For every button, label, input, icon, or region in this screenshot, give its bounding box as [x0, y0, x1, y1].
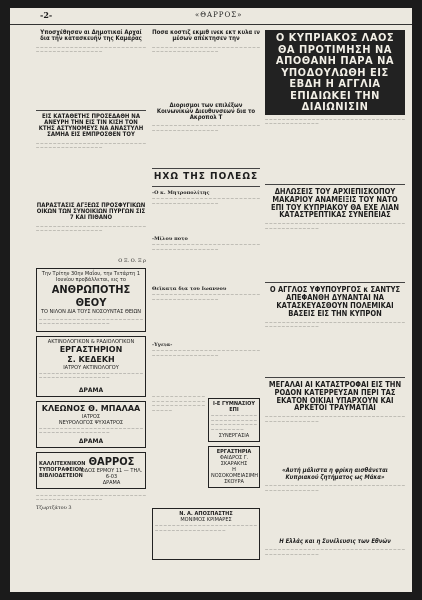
- ad-doctor-text: — — — — — — — — — — — — — — — — — — — — — — — — — — — — — — — — — — — — — — — — — —: [39, 425, 143, 435]
- article-text: — — — — — — — — — — — — — — — — — — — — — — — — — — — — — — — — — — — — — — — — —: [152, 241, 260, 251]
- ad-cinema-text: — — — — — — — — — — — — — — — — — — — — — — — — — — — — — — — — — — — — — — — — — —: [39, 316, 143, 326]
- ad-lab-text: — — — — — — — — — — — — — — — — — — — — — — — — — — — — — — — — — — — — — — — — — —: [39, 370, 143, 380]
- ad-bottom-title: Ν. Α. ΑΠΟΣΠΑΣΤΗΣ: [179, 510, 233, 517]
- headline-quote: «Αυτή μάλιστα η φρίκη αισθάνεται Κυπριακού ζητήματος ως Μάκα»: [282, 467, 388, 481]
- headline-sandys: Ο ΑΓΓΛΟΣ ΥΦΥΠΟΥΡΓΟΣ κ ΣΑΝΤΥΣ ΑΠΕΦΑΝΘΗ ΔΥΝΑΝΤΑΙ ΝΑ ΚΑΤΑΣΚΕΥΑΣΘΟΥΝ ΠΟΛΕΜΙΚΑΙ ΒΑΣΕΙΣ ΕΙΣ ΤΗΝ ΚΥΠΡΟΝ: [269, 285, 401, 318]
- small-ad: Ο Ξ. Ο. Ξ ρ: [118, 257, 146, 264]
- ad-cinema-line: Την Τρίτην 30ην Μαΐου, την Τετάρτη 1 Ιουνίου προβάλλεται, εις το: [41, 270, 141, 283]
- article-text: — — — — — — — — — — — — — — — — — — — — — — — — — — — — — — — — — — — — — — — — —: [152, 123, 260, 133]
- article-text: — — — — — — — — — — — — — — — — — — — — — — — — — — — — — — — — — — — — — — — — —: [152, 44, 260, 54]
- footer-note: Τζωρτζάτου 3: [36, 504, 72, 511]
- subhead: -Μίλου ποτο: [152, 235, 188, 242]
- ad-workshop-name: ΦΑΙΔΡΟΣ Γ. ΣΚΑΡΑΚΗΣ: [219, 454, 249, 467]
- ad-bottom-sub: ΜΟΝΙΜΟΣ ΚΡΙΜΑΡΕΣ: [180, 516, 232, 523]
- headline-rhodes: ΜΕΓΑΛΑΙ ΑΙ ΚΑΤΑΣΤΡΟΦΑΙ ΕΙΣ ΤΗΝ ΡΟΔΟΝ ΚΑΤΕΡΡΕΥΣΑΝ ΠΕΡΙ ΤΑΣ ΕΚΑΤΟΝ ΟΙΚΙΑΙ ΥΠΑΡΧΟΥΝ ΚΑΙ ΑΡΚΕΤΟΙ ΤΡΑΥΜΑΤΙΑΙ: [268, 379, 402, 413]
- article-text: — — — — — — — — — — — — — — — — — — — — — — — — — — — — — — — — — — — — — — — — —: [152, 195, 260, 205]
- ad-lab-line: ΑΚΤΙΝΟΛΟΓΙΚΟΝ & ΡΑΔΙΟΛΟΓΙΚΟΝ: [47, 338, 135, 345]
- ad-school-text: — — — — — — — — — — — — — — — — — — — — — — — — — — — — — — — — — — — — — — — — —: [211, 412, 257, 431]
- headline-greece: Η Ελλάς και η Συνέλευσις των Εθνών: [279, 537, 391, 545]
- subhead: -Ο κ. Μητροπολίτης: [152, 189, 210, 196]
- ad-bottom: [152, 508, 260, 560]
- ad-bottom-text: — — — — — — — — — — — — — — — — — — — — — — — — — — — — — — — — — — — — — — — — —: [155, 522, 257, 532]
- ad-lab-name: Σ. ΚΕΔΕΚΗ: [67, 354, 115, 364]
- masthead: «ΘΑΡΡΟΣ»: [195, 11, 243, 19]
- ad-school: [208, 398, 260, 442]
- ad-lab-city: ΔΡΑΜΑ: [78, 386, 104, 394]
- ad-cinema-subtitle: ΤΟ ΝΙΛΟΝ ΔΙΑ ΤΟΥΣ ΝΟΣΟΥΝΤΑΣ ΘΕΙΩΝ: [40, 308, 142, 315]
- ad-cinema: [36, 268, 146, 332]
- column-right: [265, 28, 405, 588]
- article-text: — — — — — — — — — — — — — — — — — — — — — — — — — — — — — — — — — — — — — — — — — — — — — —: [265, 482, 405, 492]
- ad-school-title: Ι-Ε ΓΥΜΝΑΣΙΟΥ ΕΠΙ: [212, 400, 256, 413]
- headline-top: Ποσα κοστιζ εκμιθ ινεκ εκτ κυλα ιν μέσων απέκτησεν την: [152, 29, 260, 43]
- subhead: -Υγεια-: [152, 341, 173, 348]
- ad-print-address: ΟΔΟΣ ΕΡΜΟΥ 11 — ΤΗΛ. 6-03: [80, 467, 143, 480]
- ad-laboratory: [36, 336, 146, 397]
- column-middle: [152, 28, 260, 588]
- headline-refugee-housing: ΠΑΡΑΣΤΑΣΙΣ ΑΓΞΕΩΣ ΠΡΟΣΦΥΓΙΚΩΝ ΟΙΚΩΝ ΤΩΝ ΣΥΝΟΙΚΙΩΝ ΠΥΡΓΩΝ ΣΙΣ 7 ΚΑΙ ΠΙΘΑΝΟ: [36, 201, 146, 222]
- main-headline: Ο ΚΥΠΡΙΑΚΟΣ ΛΑΟΣ ΘΑ ΠΡΟΤΙΜΗΣΗ ΝΑ ΑΠΟΘΑΝΗ ΠΑΡΑ ΝΑ ΥΠΟΔΟΥΛΩΘΗ ΕΙΣ ΕΒΔΗ Η ΑΓΓΛΙΑ ΕΠΙΔΙΩΚΕΙ ΤΗΝ ΔΙΑΙΩΝΙΣΙΝ: [265, 30, 405, 115]
- ad-workshop: [208, 446, 260, 488]
- headline-witness: ΕΙΣ ΚΑΤΑΘΕΤΗΣ ΠΡΟΣΕΔΑΘΗ ΝΑ ΑΝΕΥΡΗ ΤΗΝ ΕΙΣ ΤΙΝ ΚΙΣΗ ΤΟΝ ΚΤΗΣ ΑΣΤΥΝΟΜΕΥΣ ΝΑ ΑΝΑΣΤΥΛΗ ΣΑΜΗΑ ΕΙΣ ΕΜΠΡΟΣΘΕΝ ΤΟΥ: [38, 112, 144, 139]
- article-text: — — — — — — — — — — — — — — — — — — — — — — — — — — — — — — — — — — — — — — — — —: [152, 393, 205, 412]
- column-left: [36, 28, 146, 588]
- subhead: Θεϊκατα δια του Ιωαννου: [152, 285, 227, 292]
- ad-print-city: ΔΡΑΜΑ: [102, 479, 121, 486]
- ad-doctor-city: ΔΡΑΜΑ: [78, 437, 104, 445]
- article-text: — — — — — — — — — — — — — — — — — — — — — — — — — — — — — — — — — — — — — — — — — —: [36, 44, 146, 54]
- ad-school-line: ΣΥΝΕΡΓΑΣΙΑ: [218, 432, 250, 439]
- article-text: — — — — — — — — — — — — — — — — — — — — — — — — — — — — — — — — — — — — — — — — — — — — — —: [265, 414, 405, 423]
- article-text: — — — — — — — — — — — — — — — — — — — — — — — — — — — — — — — — — — — — — — — — — — — — — —: [265, 116, 405, 126]
- ad-printing: [36, 452, 146, 489]
- ad-doctor: [36, 401, 146, 448]
- article-text: — — — — — — — — — — — — — — — — — — — — — — — — — — — — — — — — — — — — — — — — — — — — — —: [265, 547, 405, 556]
- article-text: — — — — — — — — — — — — — — — — — — — — — — — — — — — — — — — — — — — — — — — — —: [152, 291, 260, 301]
- headline-bridge: Υποσχέθησαν αι Δημοτικαί Αρχαί δια την κατασκευήν της Καμαρας: [40, 29, 142, 43]
- headline-makarios: ΔΗΛΩΣΕΙΣ ΤΟΥ ΑΡΧΙΕΠΙΣΚΟΠΟΥ ΜΑΚΑΡΙΟΥ ΑΝΑΜΕΙΞΙΣ ΤΟΥ ΝΑΤΟ ΕΠΙ ΤΟΥ ΚΥΠΡΙΑΚΟΥ ΘΑ ΕΧΕ ΛΙΑΝ ΚΑΤΑΣΤΡΕΠΤΙΚΑΣ ΣΥΝΕΠΕΙΑΣ: [271, 186, 399, 220]
- ad-print-left: ΚΑΛΛΙΤΕΧΝΙΚΟΝ ΤΥΠΟΓΡΑΦΕΙΟΝ ΒΙΒΛΙΟΔΕΤΕΙΟΝ: [39, 461, 86, 480]
- article-text: — — — — — — — — — — — — — — — — — — — — — — — — — — — — — — — — — — — — — — — — —: [152, 347, 260, 357]
- section-title: ΗΧΩ ΤΗΣ ΠΟΛΕΩΣ: [153, 171, 259, 183]
- page-number: -2-: [40, 10, 53, 20]
- article-text: — — — — — — — — — — — — — — — — — — — — — — — — — — — — — — — — — — — — — — — — — —: [36, 140, 146, 150]
- newspaper-page: [10, 8, 412, 592]
- article-text: — — — — — — — — — — — — — — — — — — — — — — — — — — — — — — — — — — — — — — — — — — — — — —: [265, 221, 405, 230]
- ad-doctor-name: ΚΛΕΩΝΟΣ Θ. ΜΠΑΛΑΑ: [41, 403, 141, 413]
- ad-cinema-title: ΑΝΘΡΩΠΟΤΗΣ ΘΕΟΥ: [51, 282, 131, 309]
- ad-doctor-role: ΙΑΤΡΟΣ: [81, 413, 101, 420]
- ad-doctor-spec: ΝΕΥΡΟΛΟΓΟΣ ΨΥΧΙΑΤΡΟΣ: [58, 419, 124, 426]
- article-text: — — — — — — — — — — — — — — — — — — — — — — — — — — — — — — — — — — — — — — — — — — — — — —: [265, 319, 405, 329]
- ad-lab-role: ΙΑΤΡΟΥ ΑΚΤΙΝΟΛΟΓΟΥ: [63, 364, 119, 371]
- article-text: — — — — — — — — — — — — — — — — — — — — — — — — — — — — — — — — — — — — — — — — — —: [36, 223, 146, 233]
- ad-lab-title: ΕΡΓΑΣΤΗΡΙΟΝ: [59, 344, 123, 354]
- ad-print-name: ΘΑΡΡΟΣ: [88, 454, 135, 468]
- page-header: [10, 8, 412, 25]
- ad-workshop-sub: Η ΝΟΣΟΚΟΜΕΙΑΣΙΜΗ ΣΚΟΥΡΑ: [211, 466, 259, 485]
- ad-workshop-title: ΕΡΓΑΣΤΗΡΙΑ: [216, 448, 252, 455]
- article-text: — — — — — — — — — — — — — — — — — — — — — — — — — — — — — — — — — — — — — — — — — —: [36, 492, 146, 502]
- headline-appointments: Διορισμοι των επιλέξων Κοινωνικών Διευθυνσεων δια το Ακροπολ Τ: [156, 101, 256, 122]
